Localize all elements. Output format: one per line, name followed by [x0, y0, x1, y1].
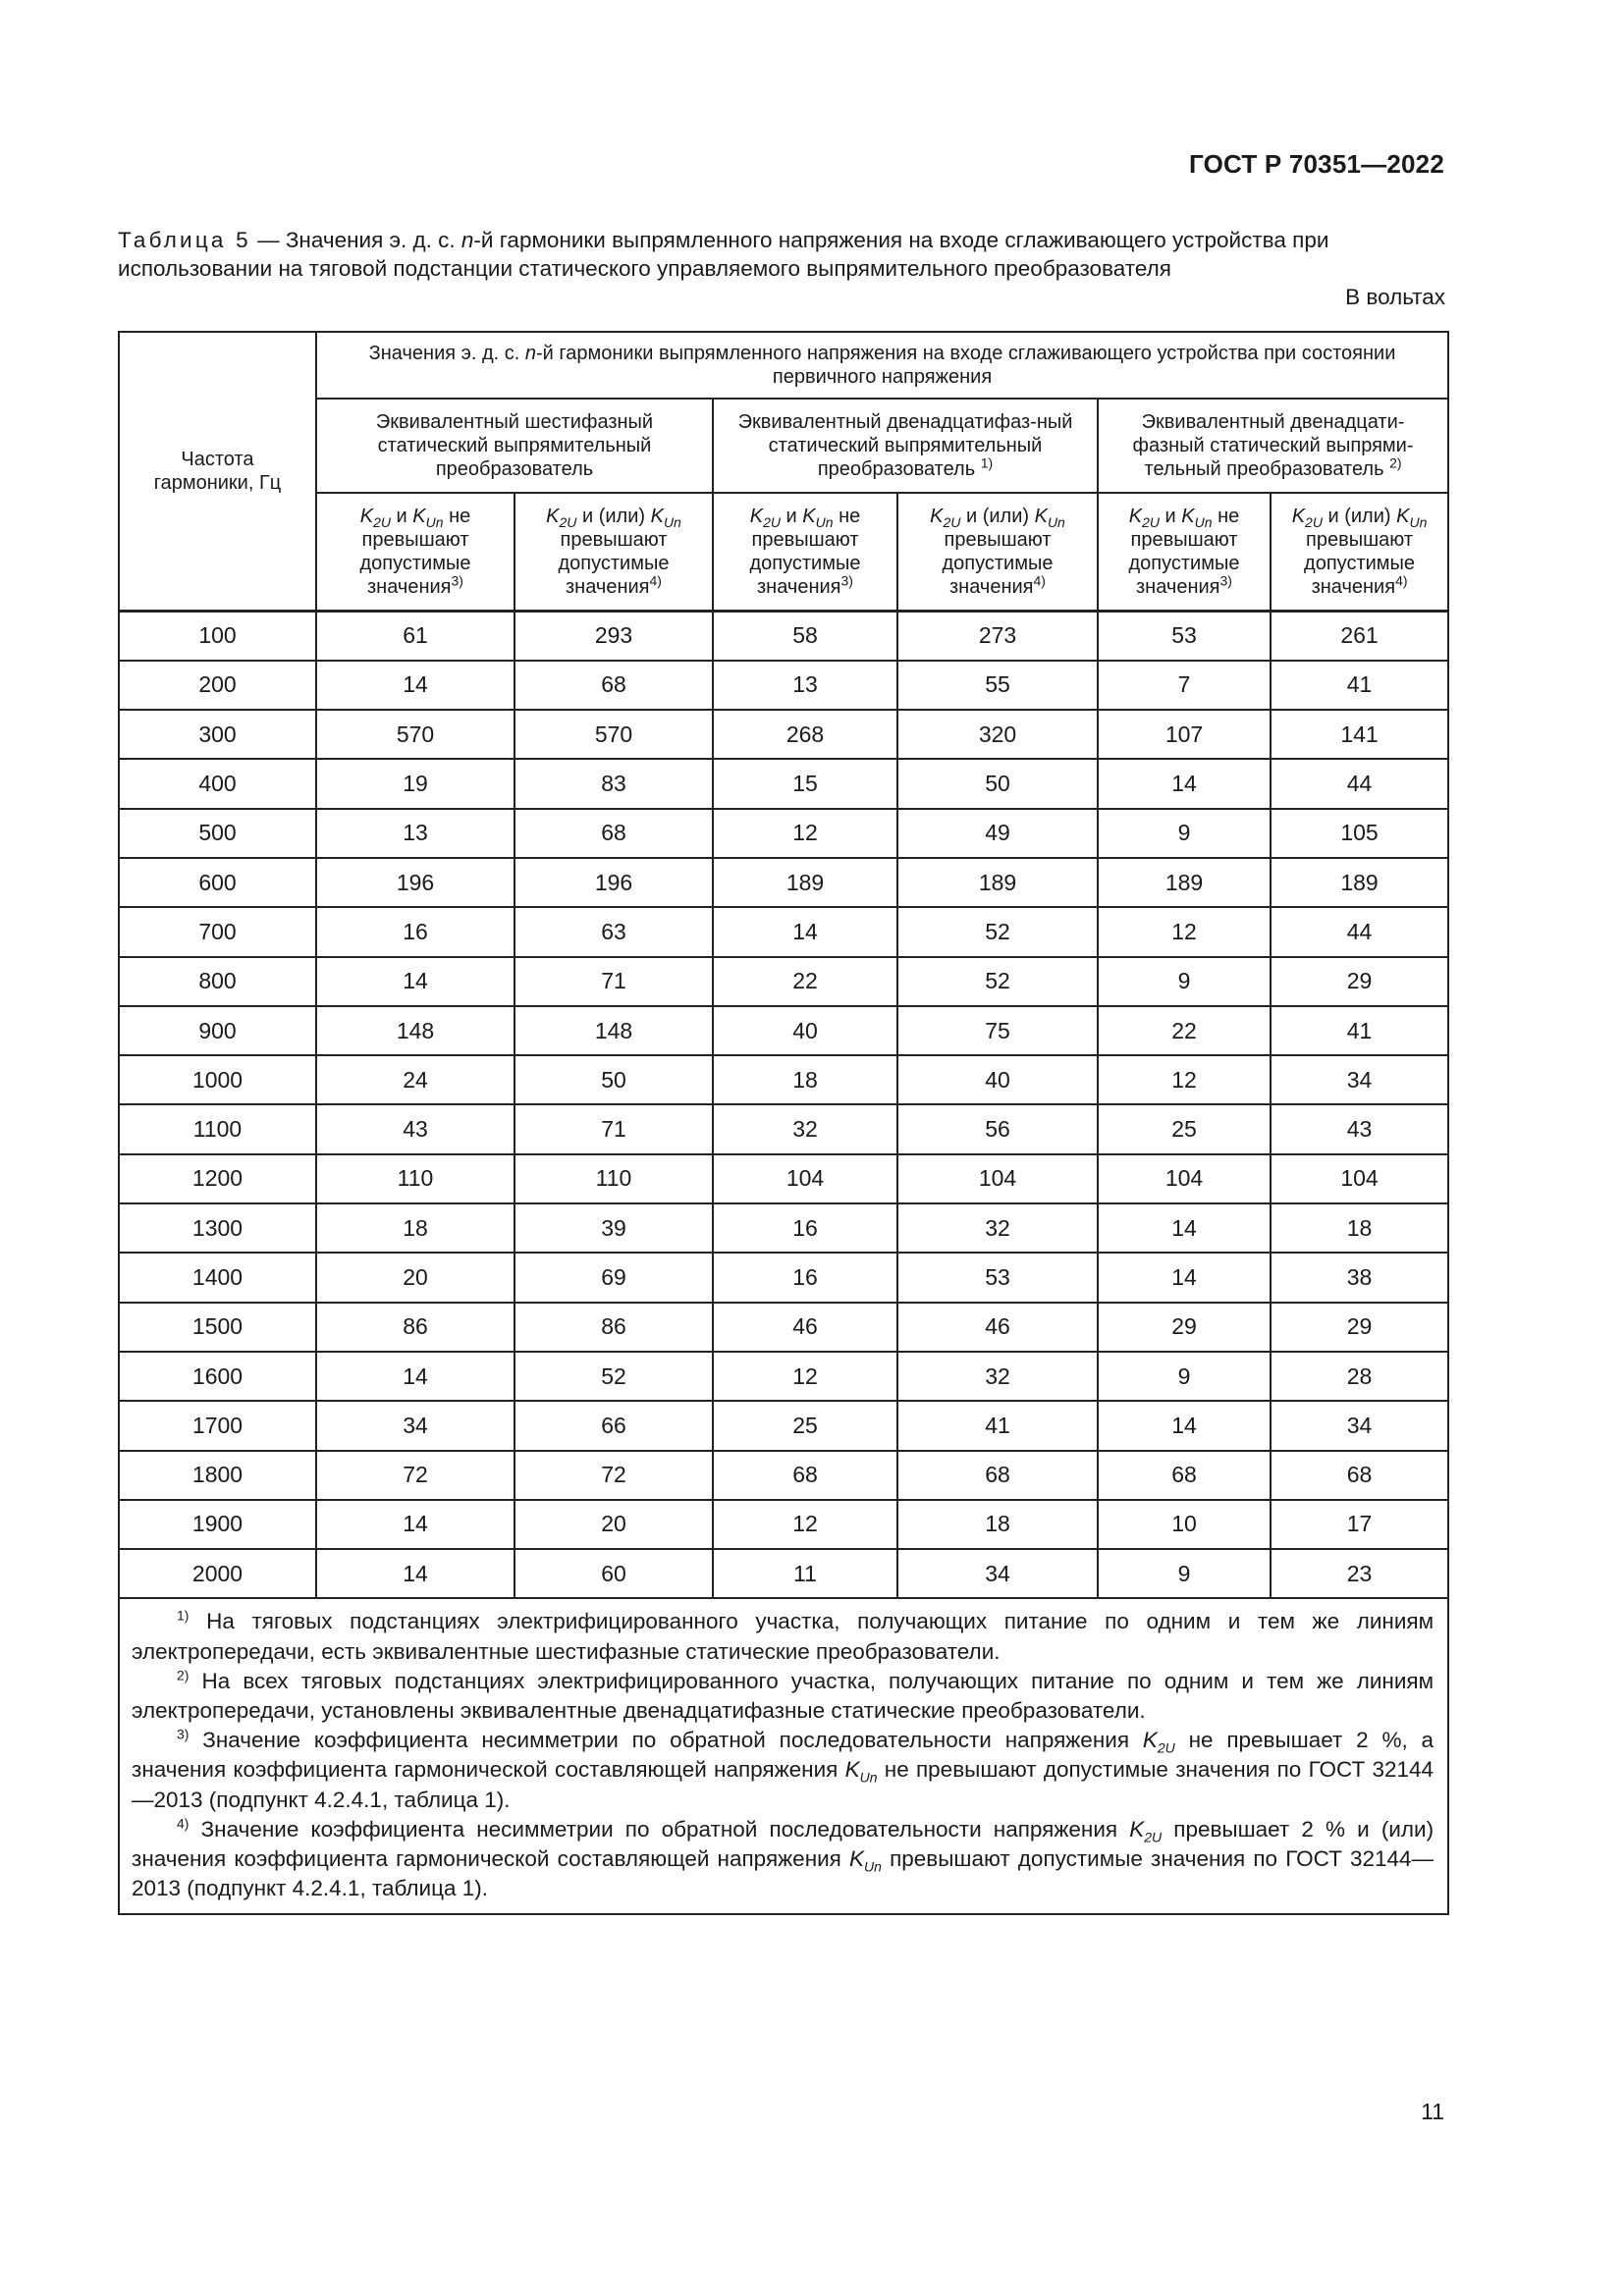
conjunction: и (или) [1322, 505, 1397, 527]
value-cell: 68 [514, 661, 713, 710]
page-number: 11 [1421, 2099, 1444, 2124]
table-row [119, 907, 1448, 956]
value-cell: 10 [1098, 1500, 1271, 1549]
value-cell: 29 [1271, 1303, 1448, 1352]
condition-text: превышают допустимые значения [1304, 528, 1416, 598]
value-cell: 14 [713, 907, 897, 956]
condition-text: не превышают допустимые значения [359, 505, 471, 598]
value-cell: 14 [1098, 759, 1271, 808]
value-cell: 17 [1271, 1500, 1448, 1549]
subscript-un: Un [1194, 513, 1213, 530]
value-cell: 9 [1098, 957, 1271, 1006]
value-cell: 41 [1271, 661, 1448, 710]
frequency-cell: 1900 [119, 1500, 316, 1549]
value-cell: 148 [316, 1006, 514, 1055]
value-cell: 7 [1098, 661, 1271, 710]
table-row [119, 957, 1448, 1006]
frequency-cell: 100 [119, 611, 316, 661]
note-3-text-a: Значение коэффициента несимметрии по обратной последовательности напряжения [189, 1728, 1143, 1753]
note-1 [132, 1607, 1434, 1666]
footnote-ref: 3) [1219, 572, 1232, 589]
frequency-cell: 300 [119, 710, 316, 759]
value-cell: 52 [897, 907, 1098, 956]
note-3-mark: 3) [177, 1726, 189, 1742]
value-cell: 68 [713, 1451, 897, 1500]
header-twelve-phase-2 [1098, 399, 1448, 493]
table-row [119, 1104, 1448, 1153]
value-cell: 13 [713, 661, 897, 710]
value-cell: 53 [897, 1253, 1098, 1302]
value-cell: 196 [316, 858, 514, 907]
value-cell: 86 [514, 1303, 713, 1352]
table-row [119, 1203, 1448, 1253]
value-cell: 141 [1271, 710, 1448, 759]
note-3-symbol-k2: K [844, 1757, 860, 1783]
frequency-cell: 1400 [119, 1253, 316, 1302]
value-cell: 189 [1098, 858, 1271, 907]
value-cell: 148 [514, 1006, 713, 1055]
value-cell: 16 [316, 907, 514, 956]
conjunction: и (или) [960, 505, 1035, 527]
note-4-text-c: превышают допустимые значения по ГОСТ 32144—2013 (подпункт 4.2.4.1, таблица 1). [132, 1846, 1435, 1901]
conjunction: и [780, 505, 803, 527]
frequency-cell: 500 [119, 809, 316, 858]
value-cell: 68 [1271, 1451, 1448, 1500]
subheader-exceed-6 [1271, 493, 1448, 611]
note-3-text-c: не превышают допустимые значения по ГОСТ 32144—2013 (подпункт 4.2.4.1, таблица 1). [132, 1757, 1435, 1812]
value-cell: 110 [316, 1154, 514, 1203]
value-cell: 34 [897, 1549, 1098, 1598]
frequency-cell: 1600 [119, 1352, 316, 1401]
value-cell: 86 [316, 1303, 514, 1352]
frequency-cell: 1800 [119, 1451, 316, 1500]
note-2-mark: 2) [177, 1667, 189, 1683]
frequency-cell: 200 [119, 661, 316, 710]
frequency-cell: 600 [119, 858, 316, 907]
footnote-ref: 4) [1395, 572, 1408, 589]
footnote-ref: 4) [649, 572, 662, 589]
value-cell: 53 [1098, 611, 1271, 661]
table-row [119, 1352, 1448, 1401]
frequency-cell: 2000 [119, 1549, 316, 1598]
note-2-text: На всех тяговых подстанциях электрифицированного участка, получающих питание по одним и тем же линиям электропередачи, установлены эквивалентные двенадцатифазные статические преобразователи. [132, 1668, 1435, 1724]
table-row [119, 1500, 1448, 1549]
condition-text: превышают допустимые значения [558, 528, 670, 598]
value-cell: 41 [1271, 1006, 1448, 1055]
header-twelve-phase-1 [713, 399, 1098, 493]
value-cell: 12 [713, 809, 897, 858]
value-cell: 273 [897, 611, 1098, 661]
frequency-cell: 1100 [119, 1104, 316, 1153]
value-cell: 15 [713, 759, 897, 808]
note-2 [132, 1667, 1434, 1726]
value-cell: 41 [897, 1401, 1098, 1450]
table-row [119, 1451, 1448, 1500]
subscript-2u: 2U [373, 513, 391, 530]
value-cell: 18 [316, 1203, 514, 1253]
value-cell: 570 [316, 710, 514, 759]
footnote-ref-2: 2) [1389, 454, 1402, 471]
frequency-cell: 1200 [119, 1154, 316, 1203]
value-cell: 50 [514, 1055, 713, 1104]
symbol-k: K [1291, 505, 1306, 527]
value-cell: 189 [713, 858, 897, 907]
symbol-k: K [749, 505, 764, 527]
table-row [119, 1253, 1448, 1302]
value-cell: 570 [514, 710, 713, 759]
value-cell: 18 [713, 1055, 897, 1104]
table-row [119, 809, 1448, 858]
value-cell: 12 [1098, 1055, 1271, 1104]
note-4-symbol-k2: K [849, 1846, 865, 1872]
table-row [119, 1401, 1448, 1450]
value-cell: 72 [514, 1451, 713, 1500]
frequency-cell: 1000 [119, 1055, 316, 1104]
subheader-not-exceed-1 [316, 493, 514, 611]
note-4 [132, 1815, 1434, 1904]
value-cell: 14 [1098, 1253, 1271, 1302]
subscript-2u: 2U [559, 513, 577, 530]
symbol-k: K [650, 505, 664, 527]
value-cell: 68 [897, 1451, 1098, 1500]
value-cell: 71 [514, 1104, 713, 1153]
value-cell: 14 [316, 1352, 514, 1401]
value-cell: 104 [1271, 1154, 1448, 1203]
value-cell: 32 [897, 1352, 1098, 1401]
value-cell: 83 [514, 759, 713, 808]
value-cell: 25 [713, 1401, 897, 1450]
value-cell: 44 [1271, 759, 1448, 808]
note-4-text-b: превышает 2 % и (или) значения коэффициента гармонической составляющей напряжения [132, 1816, 1435, 1872]
value-cell: 72 [316, 1451, 514, 1500]
value-cell: 20 [514, 1500, 713, 1549]
value-cell: 110 [514, 1154, 713, 1203]
symbol-k: K [1034, 505, 1048, 527]
value-cell: 12 [713, 1500, 897, 1549]
note-3-subscript-un: Un [859, 1769, 878, 1786]
value-cell: 38 [1271, 1253, 1448, 1302]
table-caption [118, 226, 1445, 311]
frequency-cell: 1500 [119, 1303, 316, 1352]
table-notes [119, 1598, 1448, 1914]
harmonics-table-container [118, 331, 1447, 1915]
subscript-un: Un [1409, 513, 1428, 530]
value-cell: 22 [1098, 1006, 1271, 1055]
footnote-ref: 4) [1033, 572, 1046, 589]
value-cell: 14 [1098, 1203, 1271, 1253]
footnote-ref: 3) [840, 572, 853, 589]
value-cell: 61 [316, 611, 514, 661]
value-cell: 29 [1271, 957, 1448, 1006]
value-cell: 19 [316, 759, 514, 808]
symbol-k: K [1396, 505, 1410, 527]
value-cell: 9 [1098, 809, 1271, 858]
conjunction: и [1159, 505, 1182, 527]
symbol-k: K [1181, 505, 1195, 527]
caption-body: — Значения э. д. с. n-й гармоники выпрямленного напряжения на входе сглаживающего устройства при использовании на тяговой подстанции статического управляемого выпрямительного преобразователя [118, 228, 1329, 281]
value-cell: 12 [1098, 907, 1271, 956]
value-cell: 68 [514, 809, 713, 858]
subheader-exceed-2 [514, 493, 713, 611]
subheader-exceed-4 [897, 493, 1098, 611]
table-row [119, 1055, 1448, 1104]
value-cell: 20 [316, 1253, 514, 1302]
value-cell: 25 [1098, 1104, 1271, 1153]
note-1-text: На тяговых подстанциях электрифицированного участка, получающих питание по одним и тем же линиям электропередачи, есть эквивалентные шестифазные статические преобразователи. [132, 1609, 1435, 1664]
value-cell: 40 [713, 1006, 897, 1055]
harmonics-table [118, 331, 1449, 1915]
value-cell: 14 [316, 661, 514, 710]
table-row [119, 710, 1448, 759]
value-cell: 43 [316, 1104, 514, 1153]
value-cell: 68 [1098, 1451, 1271, 1500]
header-frequency: Частота гармоники, Гц [119, 332, 316, 611]
frequency-cell: 1700 [119, 1401, 316, 1450]
frequency-cell: 700 [119, 907, 316, 956]
value-cell: 49 [897, 809, 1098, 858]
subheader-not-exceed-3 [713, 493, 897, 611]
table-row [119, 1006, 1448, 1055]
document-code: ГОСТ Р 70351—2022 [1189, 149, 1444, 179]
value-cell: 40 [897, 1055, 1098, 1104]
symbol-k: K [412, 505, 426, 527]
note-4-symbol-k: K [1129, 1816, 1145, 1842]
value-cell: 105 [1271, 809, 1448, 858]
table-row [119, 661, 1448, 710]
units-label: В вольтах [1345, 285, 1445, 309]
value-cell: 43 [1271, 1104, 1448, 1153]
symbol-k: K [1128, 505, 1143, 527]
value-cell: 44 [1271, 907, 1448, 956]
table-label: Таблица 5 [118, 228, 251, 252]
table-row [119, 1154, 1448, 1203]
value-cell: 293 [514, 611, 713, 661]
value-cell: 34 [1271, 1401, 1448, 1450]
value-cell: 29 [1098, 1303, 1271, 1352]
value-cell: 71 [514, 957, 713, 1006]
condition-text: не превышают допустимые значения [749, 505, 861, 598]
value-cell: 22 [713, 957, 897, 1006]
value-cell: 28 [1271, 1352, 1448, 1401]
subheader-not-exceed-5 [1098, 493, 1271, 611]
conjunction: и (или) [576, 505, 651, 527]
table-row [119, 1303, 1448, 1352]
value-cell: 13 [316, 809, 514, 858]
note-3 [132, 1726, 1434, 1815]
subscript-un: Un [663, 513, 681, 530]
footnote-ref: 3) [451, 572, 463, 589]
symbol-k: K [546, 505, 560, 527]
value-cell: 104 [713, 1154, 897, 1203]
value-cell: 16 [713, 1253, 897, 1302]
value-cell: 23 [1271, 1549, 1448, 1598]
footnote-ref-1: 1) [980, 454, 994, 471]
value-cell: 14 [1098, 1401, 1271, 1450]
value-cell: 32 [713, 1104, 897, 1153]
value-cell: 69 [514, 1253, 713, 1302]
value-cell: 9 [1098, 1549, 1271, 1598]
subscript-2u: 2U [763, 513, 781, 530]
value-cell: 32 [897, 1203, 1098, 1253]
value-cell: 66 [514, 1401, 713, 1450]
value-cell: 34 [316, 1401, 514, 1450]
value-cell: 18 [1271, 1203, 1448, 1253]
value-cell: 14 [316, 1549, 514, 1598]
caption-text [118, 226, 1445, 283]
header-group [316, 332, 1448, 399]
value-cell: 14 [316, 1500, 514, 1549]
value-cell: 268 [713, 710, 897, 759]
symbol-k: K [802, 505, 816, 527]
value-cell: 189 [1271, 858, 1448, 907]
value-cell: 189 [897, 858, 1098, 907]
value-cell: 11 [713, 1549, 897, 1598]
subscript-un: Un [1047, 513, 1065, 530]
note-3-symbol-k: K [1142, 1728, 1158, 1753]
value-cell: 46 [897, 1303, 1098, 1352]
subscript-2u: 2U [1142, 513, 1160, 530]
value-cell: 320 [897, 710, 1098, 759]
value-cell: 34 [1271, 1055, 1448, 1104]
frequency-cell: 900 [119, 1006, 316, 1055]
note-1-mark: 1) [177, 1607, 189, 1624]
subscript-un: Un [425, 513, 444, 530]
value-cell: 52 [897, 957, 1098, 1006]
frequency-cell: 400 [119, 759, 316, 808]
value-cell: 16 [713, 1203, 897, 1253]
header-six-phase [316, 399, 713, 493]
value-cell: 196 [514, 858, 713, 907]
value-cell: 58 [713, 611, 897, 661]
value-cell: 60 [514, 1549, 713, 1598]
header-twelve-phase-1-label: Эквивалентный двенадцатифаз-ный статический выпрямительный преобразователь [737, 411, 1073, 480]
value-cell: 104 [1098, 1154, 1271, 1203]
note-3-text-b: не превышает 2 %, а значения коэффициента гармонической составляющей напряжения [132, 1728, 1435, 1783]
header-six-phase-label: Эквивалентный шестифазный статический выпрямительный преобразователь [375, 411, 654, 480]
value-cell: 52 [514, 1352, 713, 1401]
note-4-subscript-un: Un [864, 1858, 882, 1875]
note-4-subscript-2u: 2U [1144, 1829, 1163, 1845]
frequency-cell: 800 [119, 957, 316, 1006]
value-cell: 104 [897, 1154, 1098, 1203]
value-cell: 24 [316, 1055, 514, 1104]
frequency-cell: 1300 [119, 1203, 316, 1253]
subscript-un: Un [815, 513, 834, 530]
subscript-2u: 2U [943, 513, 961, 530]
table-row [119, 759, 1448, 808]
symbol-k: K [930, 505, 944, 527]
table-row [119, 1549, 1448, 1598]
conjunction: и [390, 505, 413, 527]
value-cell: 50 [897, 759, 1098, 808]
value-cell: 261 [1271, 611, 1448, 661]
group-header-text: Значения э. д. с. n-й гармоники выпрямленного напряжения на входе сглаживающего устройства при состоянии первичного напряжения [368, 343, 1396, 388]
condition-text: превышают допустимые значения [942, 528, 1054, 598]
header-twelve-phase-2-label: Эквивалентный двенадцати-фазный статический выпрями-тельный преобразователь [1132, 411, 1414, 480]
value-cell: 107 [1098, 710, 1271, 759]
value-cell: 14 [316, 957, 514, 1006]
note-4-mark: 4) [177, 1815, 189, 1832]
value-cell: 12 [713, 1352, 897, 1401]
condition-text: не превышают допустимые значения [1128, 505, 1240, 598]
value-cell: 63 [514, 907, 713, 956]
note-4-text-a: Значение коэффициента несимметрии по обратной последовательности напряжения [189, 1816, 1130, 1842]
value-cell: 18 [897, 1500, 1098, 1549]
value-cell: 75 [897, 1006, 1098, 1055]
table-row [119, 858, 1448, 907]
table-row [119, 611, 1448, 661]
value-cell: 39 [514, 1203, 713, 1253]
subscript-2u: 2U [1305, 513, 1323, 530]
value-cell: 55 [897, 661, 1098, 710]
value-cell: 46 [713, 1303, 897, 1352]
value-cell: 56 [897, 1104, 1098, 1153]
symbol-k: K [359, 505, 374, 527]
value-cell: 9 [1098, 1352, 1271, 1401]
note-3-subscript-2u: 2U [1157, 1739, 1175, 1756]
